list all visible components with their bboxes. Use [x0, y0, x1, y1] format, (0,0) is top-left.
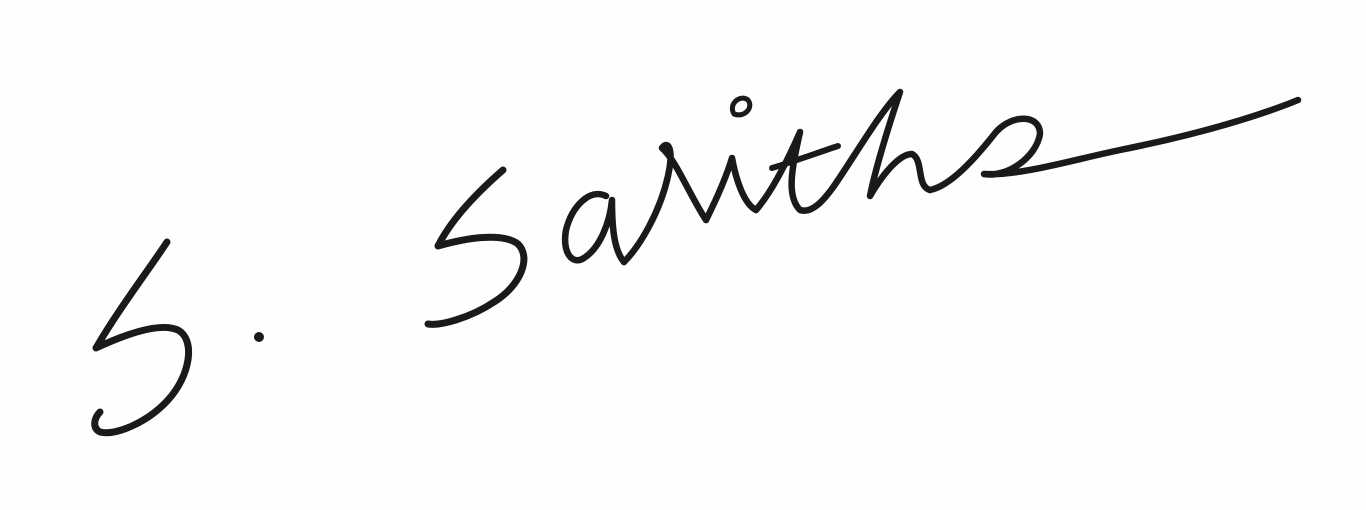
initial-s-stroke: [95, 242, 189, 433]
letter-i-dot: [732, 98, 749, 115]
letter-h-stroke: [834, 92, 930, 196]
letter-i-stroke: [706, 158, 756, 220]
letter-v-stroke: [624, 145, 706, 262]
signature-strokes: [95, 92, 1298, 433]
letter-a-stroke: [565, 194, 624, 262]
letter-t-stroke: [756, 132, 834, 211]
surname-s-stroke: [428, 170, 524, 324]
initial-period: [254, 332, 264, 342]
letter-t-cross: [772, 146, 838, 168]
letter-final-a-stroke: [930, 100, 1298, 190]
